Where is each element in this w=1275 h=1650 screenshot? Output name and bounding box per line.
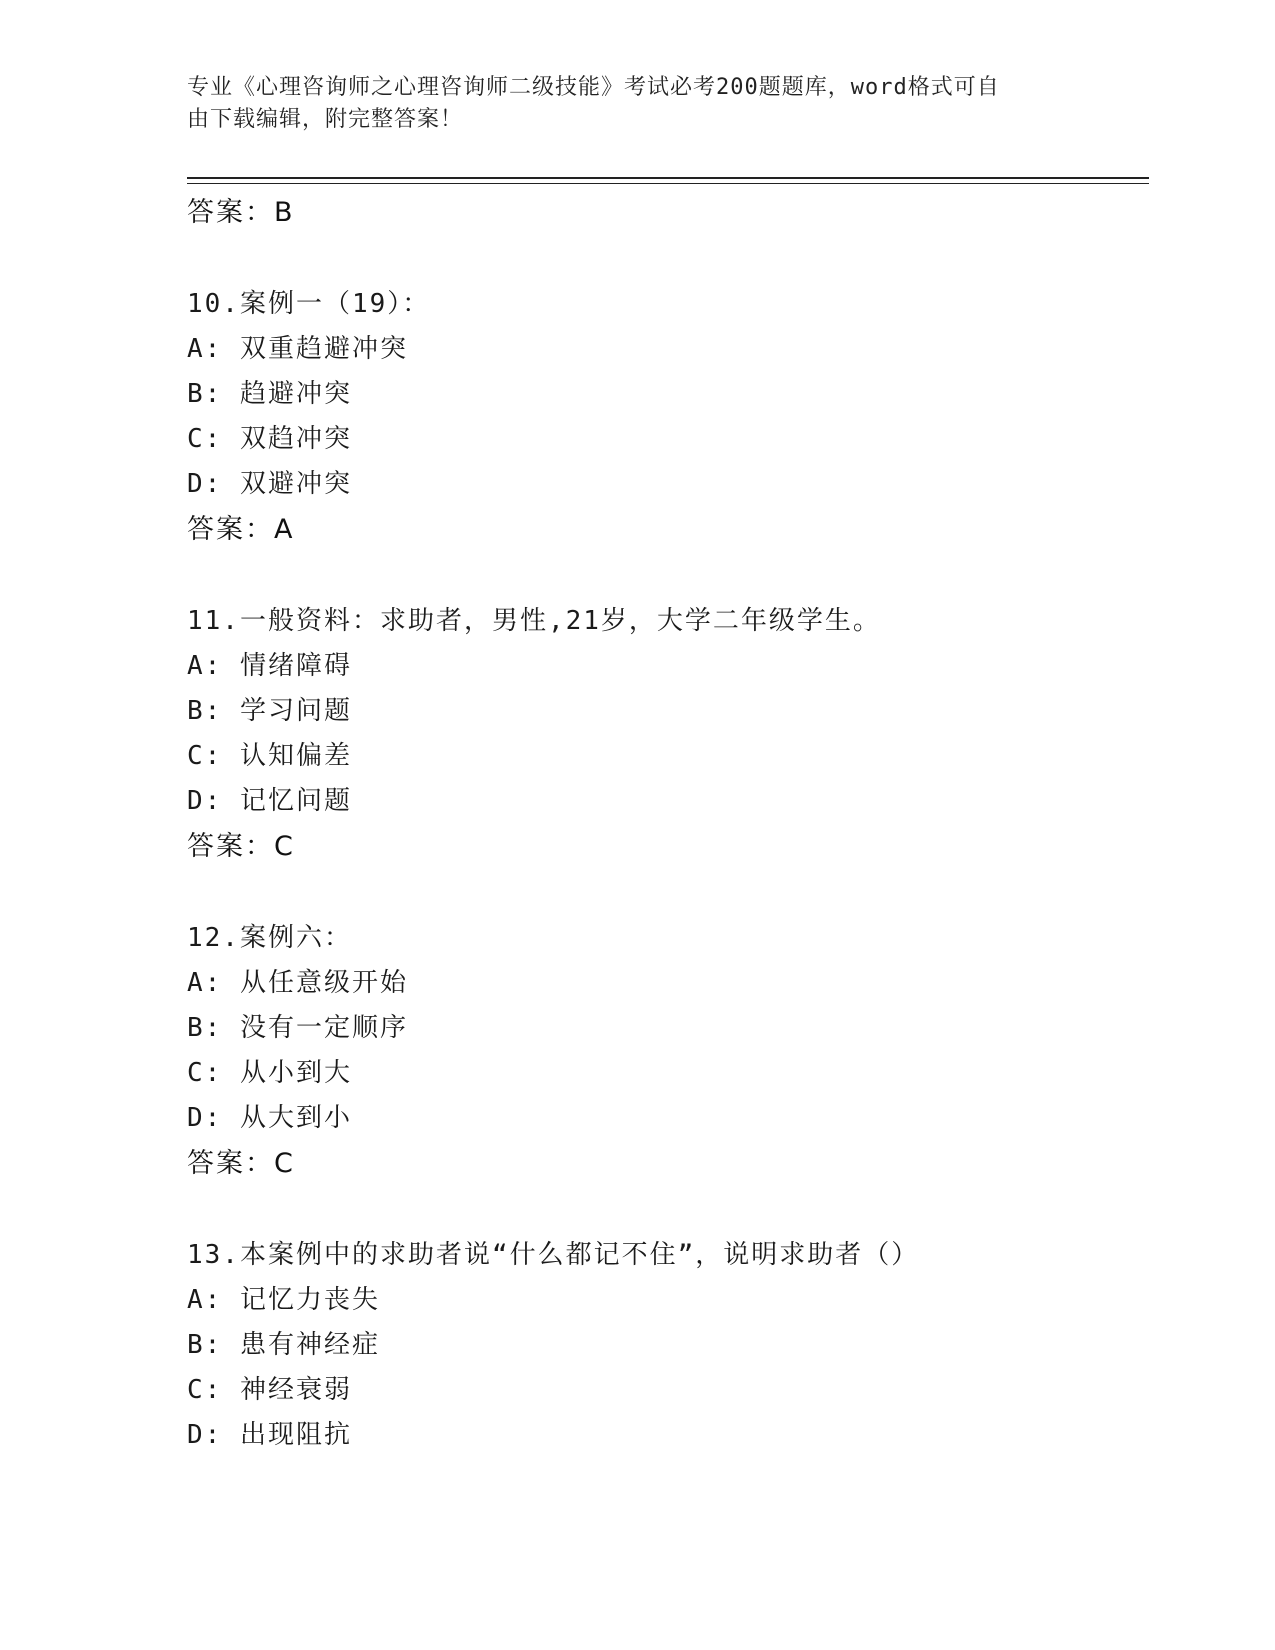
option-b: B: 学习问题 bbox=[187, 696, 352, 726]
option-b: B: 趋避冲突 bbox=[187, 379, 352, 409]
option-d: D: 记忆问题 bbox=[187, 786, 352, 816]
header-line-1: 专业《心理咨询师之心理咨询师二级技能》考试必考200题题库，word格式可自 bbox=[187, 75, 1000, 100]
question-stem: 12.案例六： bbox=[187, 923, 352, 953]
option-c: C: 神经衰弱 bbox=[187, 1375, 352, 1405]
answer-line: 答案：B bbox=[187, 197, 295, 228]
question-block bbox=[187, 1233, 1147, 1458]
question-block bbox=[187, 282, 1147, 552]
option-b: B: 没有一定顺序 bbox=[187, 1013, 408, 1043]
question-block bbox=[187, 916, 1147, 1186]
header-divider bbox=[187, 177, 1149, 184]
answer-line: 答案：C bbox=[187, 831, 295, 862]
document-body bbox=[187, 190, 1147, 1458]
option-a: A: 情绪障碍 bbox=[187, 651, 352, 681]
option-c: C: 从小到大 bbox=[187, 1058, 352, 1088]
option-a: A: 双重趋避冲突 bbox=[187, 334, 408, 364]
answer-line: 答案：A bbox=[187, 514, 295, 545]
header-line-2: 由下载编辑，附完整答案！ bbox=[187, 107, 464, 132]
option-c: C: 双趋冲突 bbox=[187, 424, 352, 454]
option-a: A: 记忆力丧失 bbox=[187, 1285, 380, 1315]
question-stem: 11.一般资料：求助者，男性,21岁，大学二年级学生。 bbox=[187, 606, 881, 636]
option-c: C: 认知偏差 bbox=[187, 741, 352, 771]
question-stem: 13.本案例中的求助者说“什么都记不住”，说明求助者（） bbox=[187, 1240, 920, 1270]
option-d: D: 出现阻抗 bbox=[187, 1420, 352, 1450]
document-header bbox=[187, 72, 1067, 136]
answer-line: 答案：C bbox=[187, 1148, 295, 1179]
question-block bbox=[187, 599, 1147, 869]
option-b: B: 患有神经症 bbox=[187, 1330, 380, 1360]
option-d: D: 双避冲突 bbox=[187, 469, 352, 499]
option-d: D: 从大到小 bbox=[187, 1103, 352, 1133]
option-a: A: 从任意级开始 bbox=[187, 968, 408, 998]
question-stem: 10.案例一（19）： bbox=[187, 289, 431, 319]
